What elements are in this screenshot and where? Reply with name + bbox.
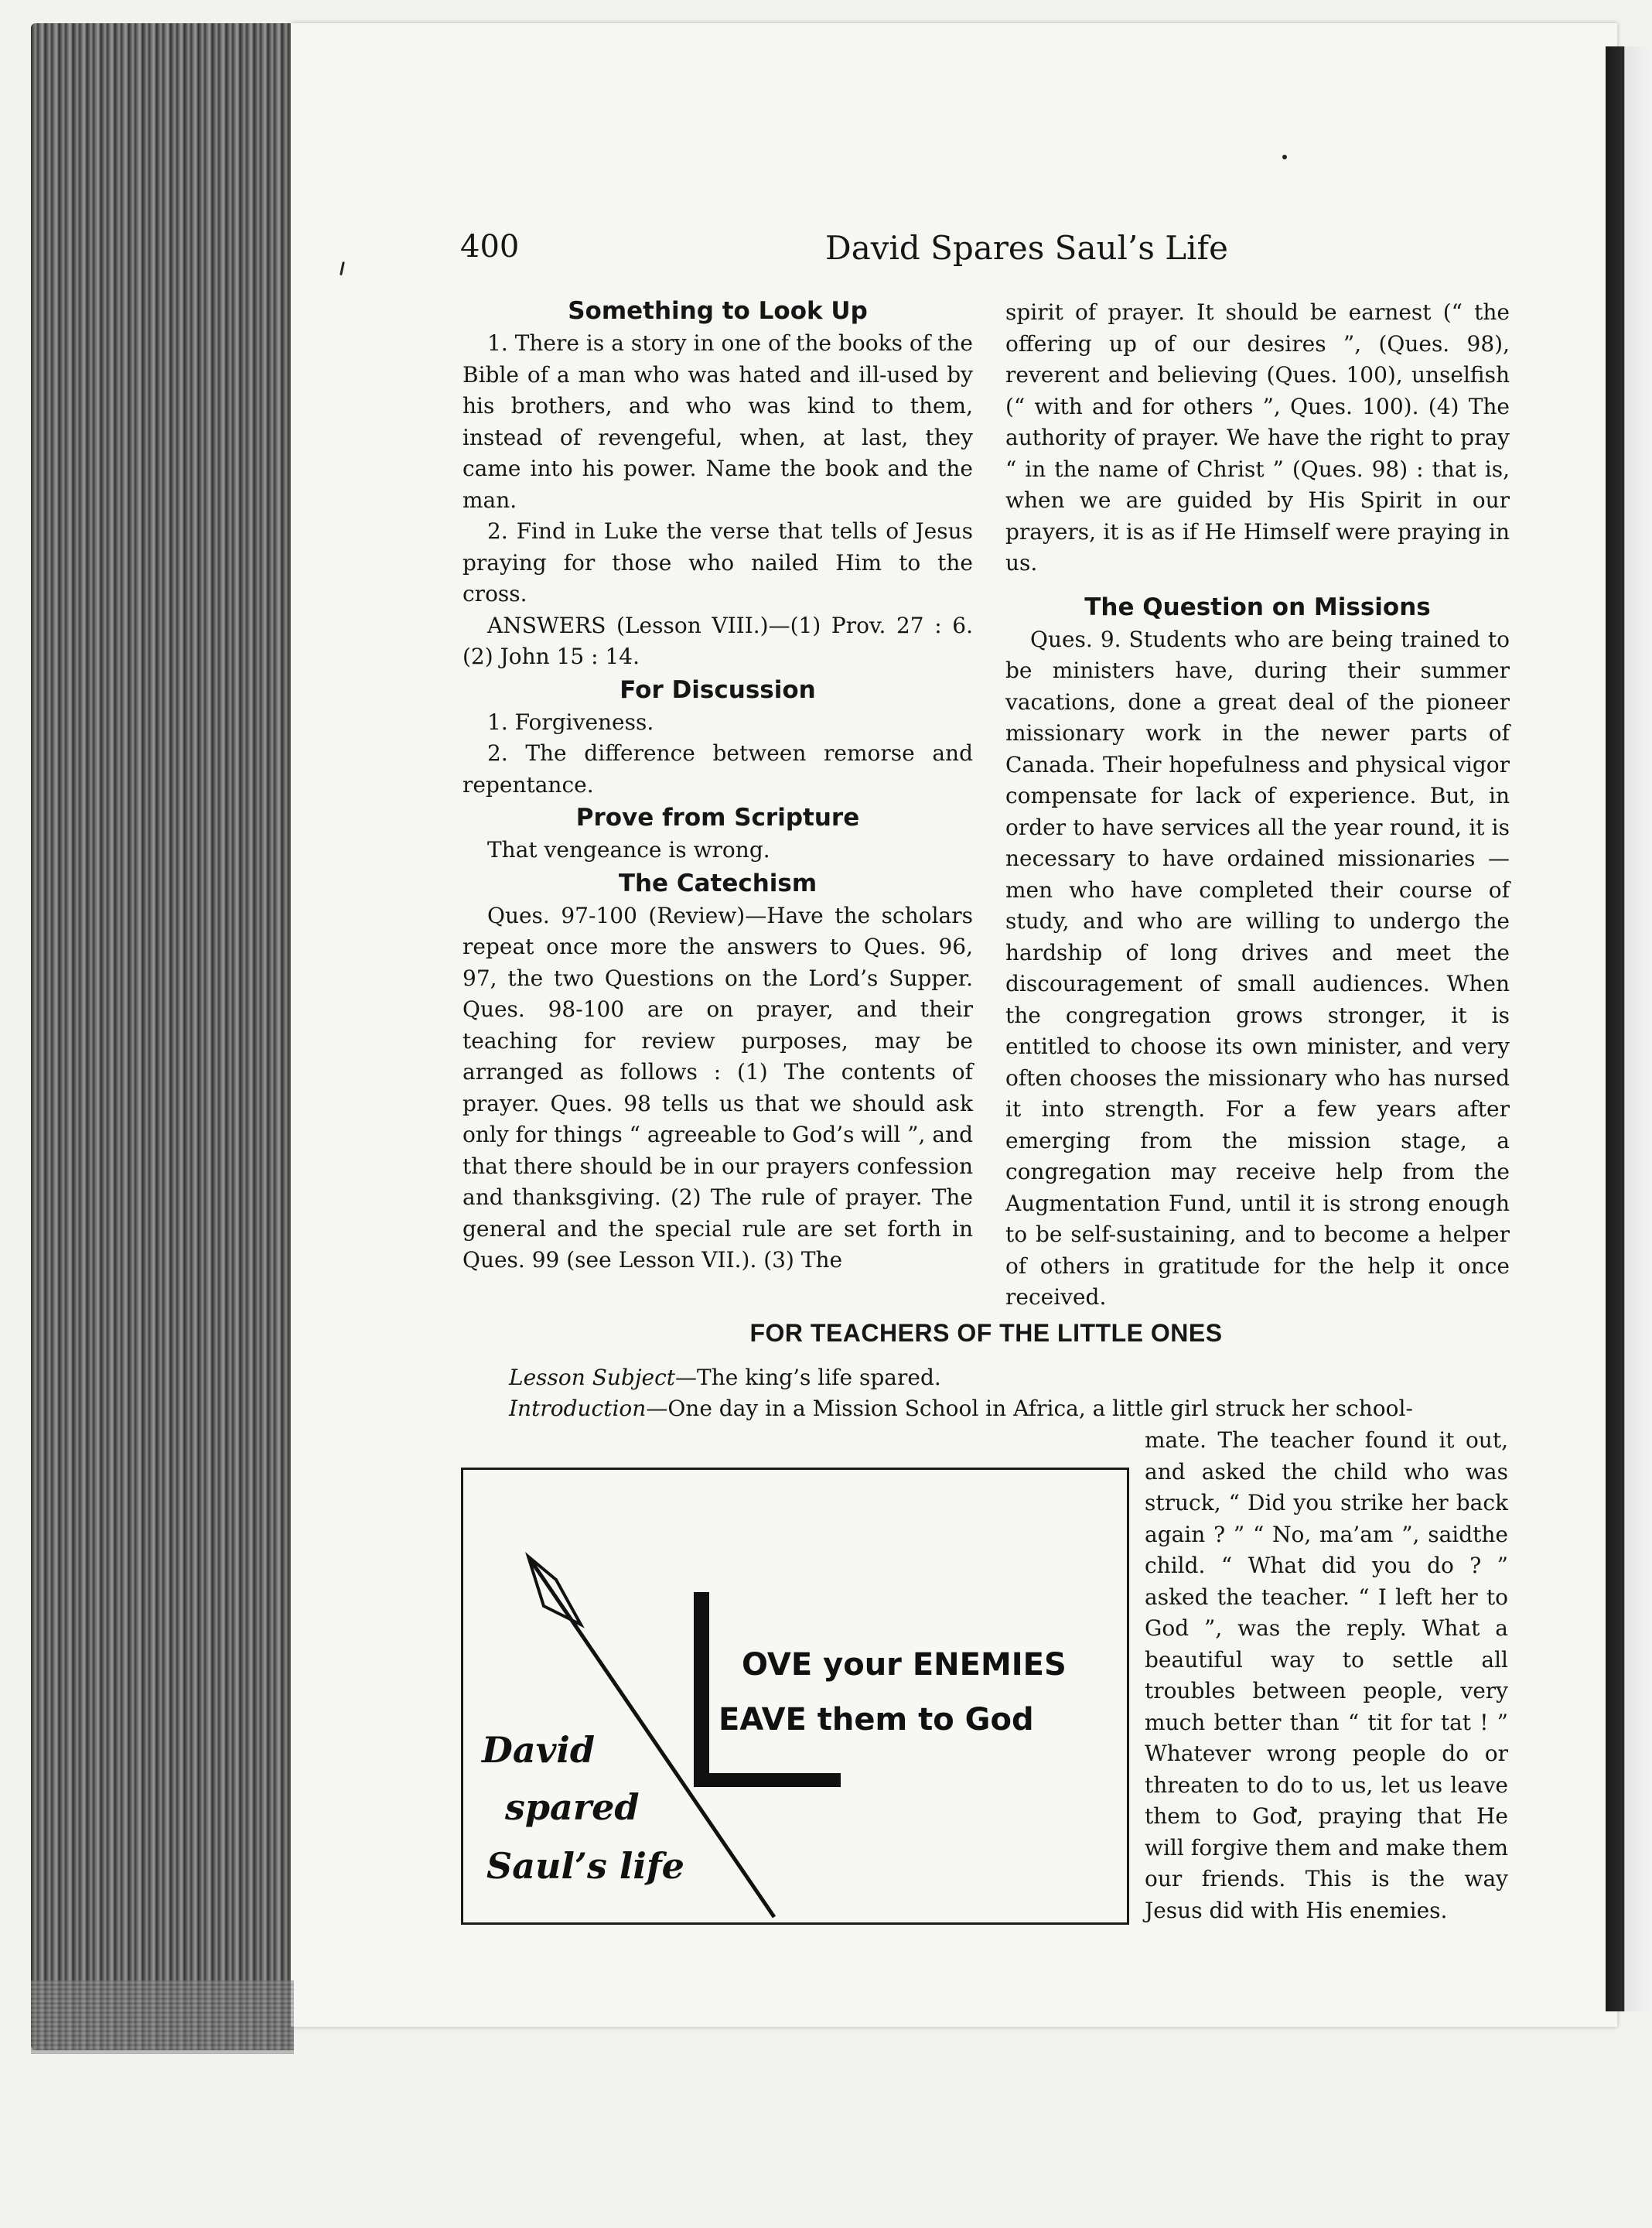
lesson-subject (462, 1362, 1556, 1393)
book-page-edges-lower (31, 1980, 294, 2054)
section-heading-discussion: For Discussion (620, 675, 816, 704)
book-page-edges (31, 23, 294, 2050)
catechism-text: Ques. 97-100 (Review)—Have the scholars repeat once more the answers to Ques. 96, 97, the two Questions on the Lord’s Supper. Ques. 98-100 are on prayer, and their teaching for review purposes, may be arranged as follows : (1) The contents of prayer. Ques. 98 tells us that we should ask only for things “ agreeable to God’s will ”, and that there should be in our prayers confession and thanksgiving. (2) The rule of prayer. The general and the special rule are set forth in Ques. 99 (see Lesson VII.). (3) The (462, 902, 973, 1273)
david-line-2: spared (505, 1786, 640, 1828)
discussion-item-1: 1. Forgiveness. (487, 709, 654, 735)
page-header (460, 229, 1485, 275)
answers-paragraph: ANSWERS (Lesson VIII.)—(1) Prov. 27 : 6. (2) John 15 : 14. (462, 612, 973, 669)
blackboard-illustration (461, 1468, 1129, 1925)
introduction-text: —One day in a Mission School in Africa, a little girl struck her school- (646, 1396, 1413, 1421)
section-heading-missions: The Question on Missions (1084, 593, 1431, 621)
running-head: David Spares Saul’s Life (825, 229, 1228, 267)
little-ones-heading: FOR TEACHERS OF THE LITTLE ONES (749, 1319, 1223, 1347)
illustration-drawing (463, 1470, 1127, 1922)
look-up-item-2: 2. Find in Luke the verse that tells of Jesus praying for those who nailed Him to the cross. (462, 518, 973, 607)
big-letter-l-stem (694, 1592, 709, 1785)
look-up-item-1: 1. There is a story in one of the books of the Bible of a man who was hated and ill-used by his brothers, and who was kind to them, instead of revengeful, when, at last, they came into his power. Name the book and the man. (462, 330, 973, 513)
scripture-text: That vengeance is wrong. (487, 837, 770, 863)
discussion-item-2: 2. The difference between remorse and repentance. (462, 740, 973, 798)
leave-line: EAVE them to God (718, 1702, 1034, 1738)
lesson-subject-label: Lesson Subject (509, 1365, 676, 1390)
facing-page-edge (1606, 46, 1652, 2011)
section-heading-catechism: The Catechism (618, 869, 817, 897)
missions-text: Ques. 9. Students who are being trained to be ministers have, during their summer vacations, done a great deal of the pioneer missionary work in the newer parts of Canada. Their hopefulness and physical vigor compensate for lack of experience. But, in order to have services all the year round, it is necessary to have ordained missionaries —men who have completed their course of study, and who are willing to undergo the hardship of long drives and meet the discouragement of small audiences. When the congregation grows stronger, it is entitled to choose its own minister, and very often chooses the missionary who has nursed it into strength. For a few years after emerging from the mission stage, a congregation may receive help from the Augmentation Fund, until it is strong enough to be self-sustaining, and to become a helper of others in gratitude for the help it once received. (1005, 626, 1510, 1310)
lesson-subject-text: —The king’s life spared. (675, 1365, 941, 1390)
david-line-1: David (482, 1729, 596, 1771)
page-number: 400 (460, 229, 520, 265)
introduction-continued: mate. The teacher found it out, and asked the child who was struck, “ Did you strike her back again ? ” “ No, ma’am ”, saidthe child. “ What did you do ? ” asked the teacher. “ I left her to God ”, was the reply. What a beautiful way to settle all troubles between people, very much better than “ tit for tat ! ” Whatever wrong people do or threaten to do to us, let us leave them to God, praying that He will forgive them and make them our friends. This is the way Jesus did with His enemies. (1145, 1427, 1508, 1923)
love-line: OVE your ENEMIES (742, 1647, 1067, 1683)
david-line-3: Saul’s life (486, 1845, 684, 1887)
left-column (462, 294, 973, 1276)
print-speck (1282, 155, 1287, 159)
section-heading-look-up: Something to Look Up (568, 297, 868, 325)
right-column (1005, 297, 1510, 1314)
section-heading-scripture: Prove from Scripture (575, 804, 860, 832)
introduction (462, 1393, 1556, 1424)
catechism-continued: spirit of prayer. It should be earnest (“ the offering up of our desires ”, (Ques. 98), reverent and believing (Ques. 100), unselfish (“ with and for others ”, Ques. 100). (4) The authority of prayer. We have the right to pray “ in the name of Christ ” (Ques. 98) : that is, when we are guided by His Spirit in our prayers, it is as if He Himself were praying in us. (1005, 299, 1510, 576)
introduction-label: Introduction (509, 1396, 647, 1421)
big-letter-l-foot (694, 1773, 841, 1787)
